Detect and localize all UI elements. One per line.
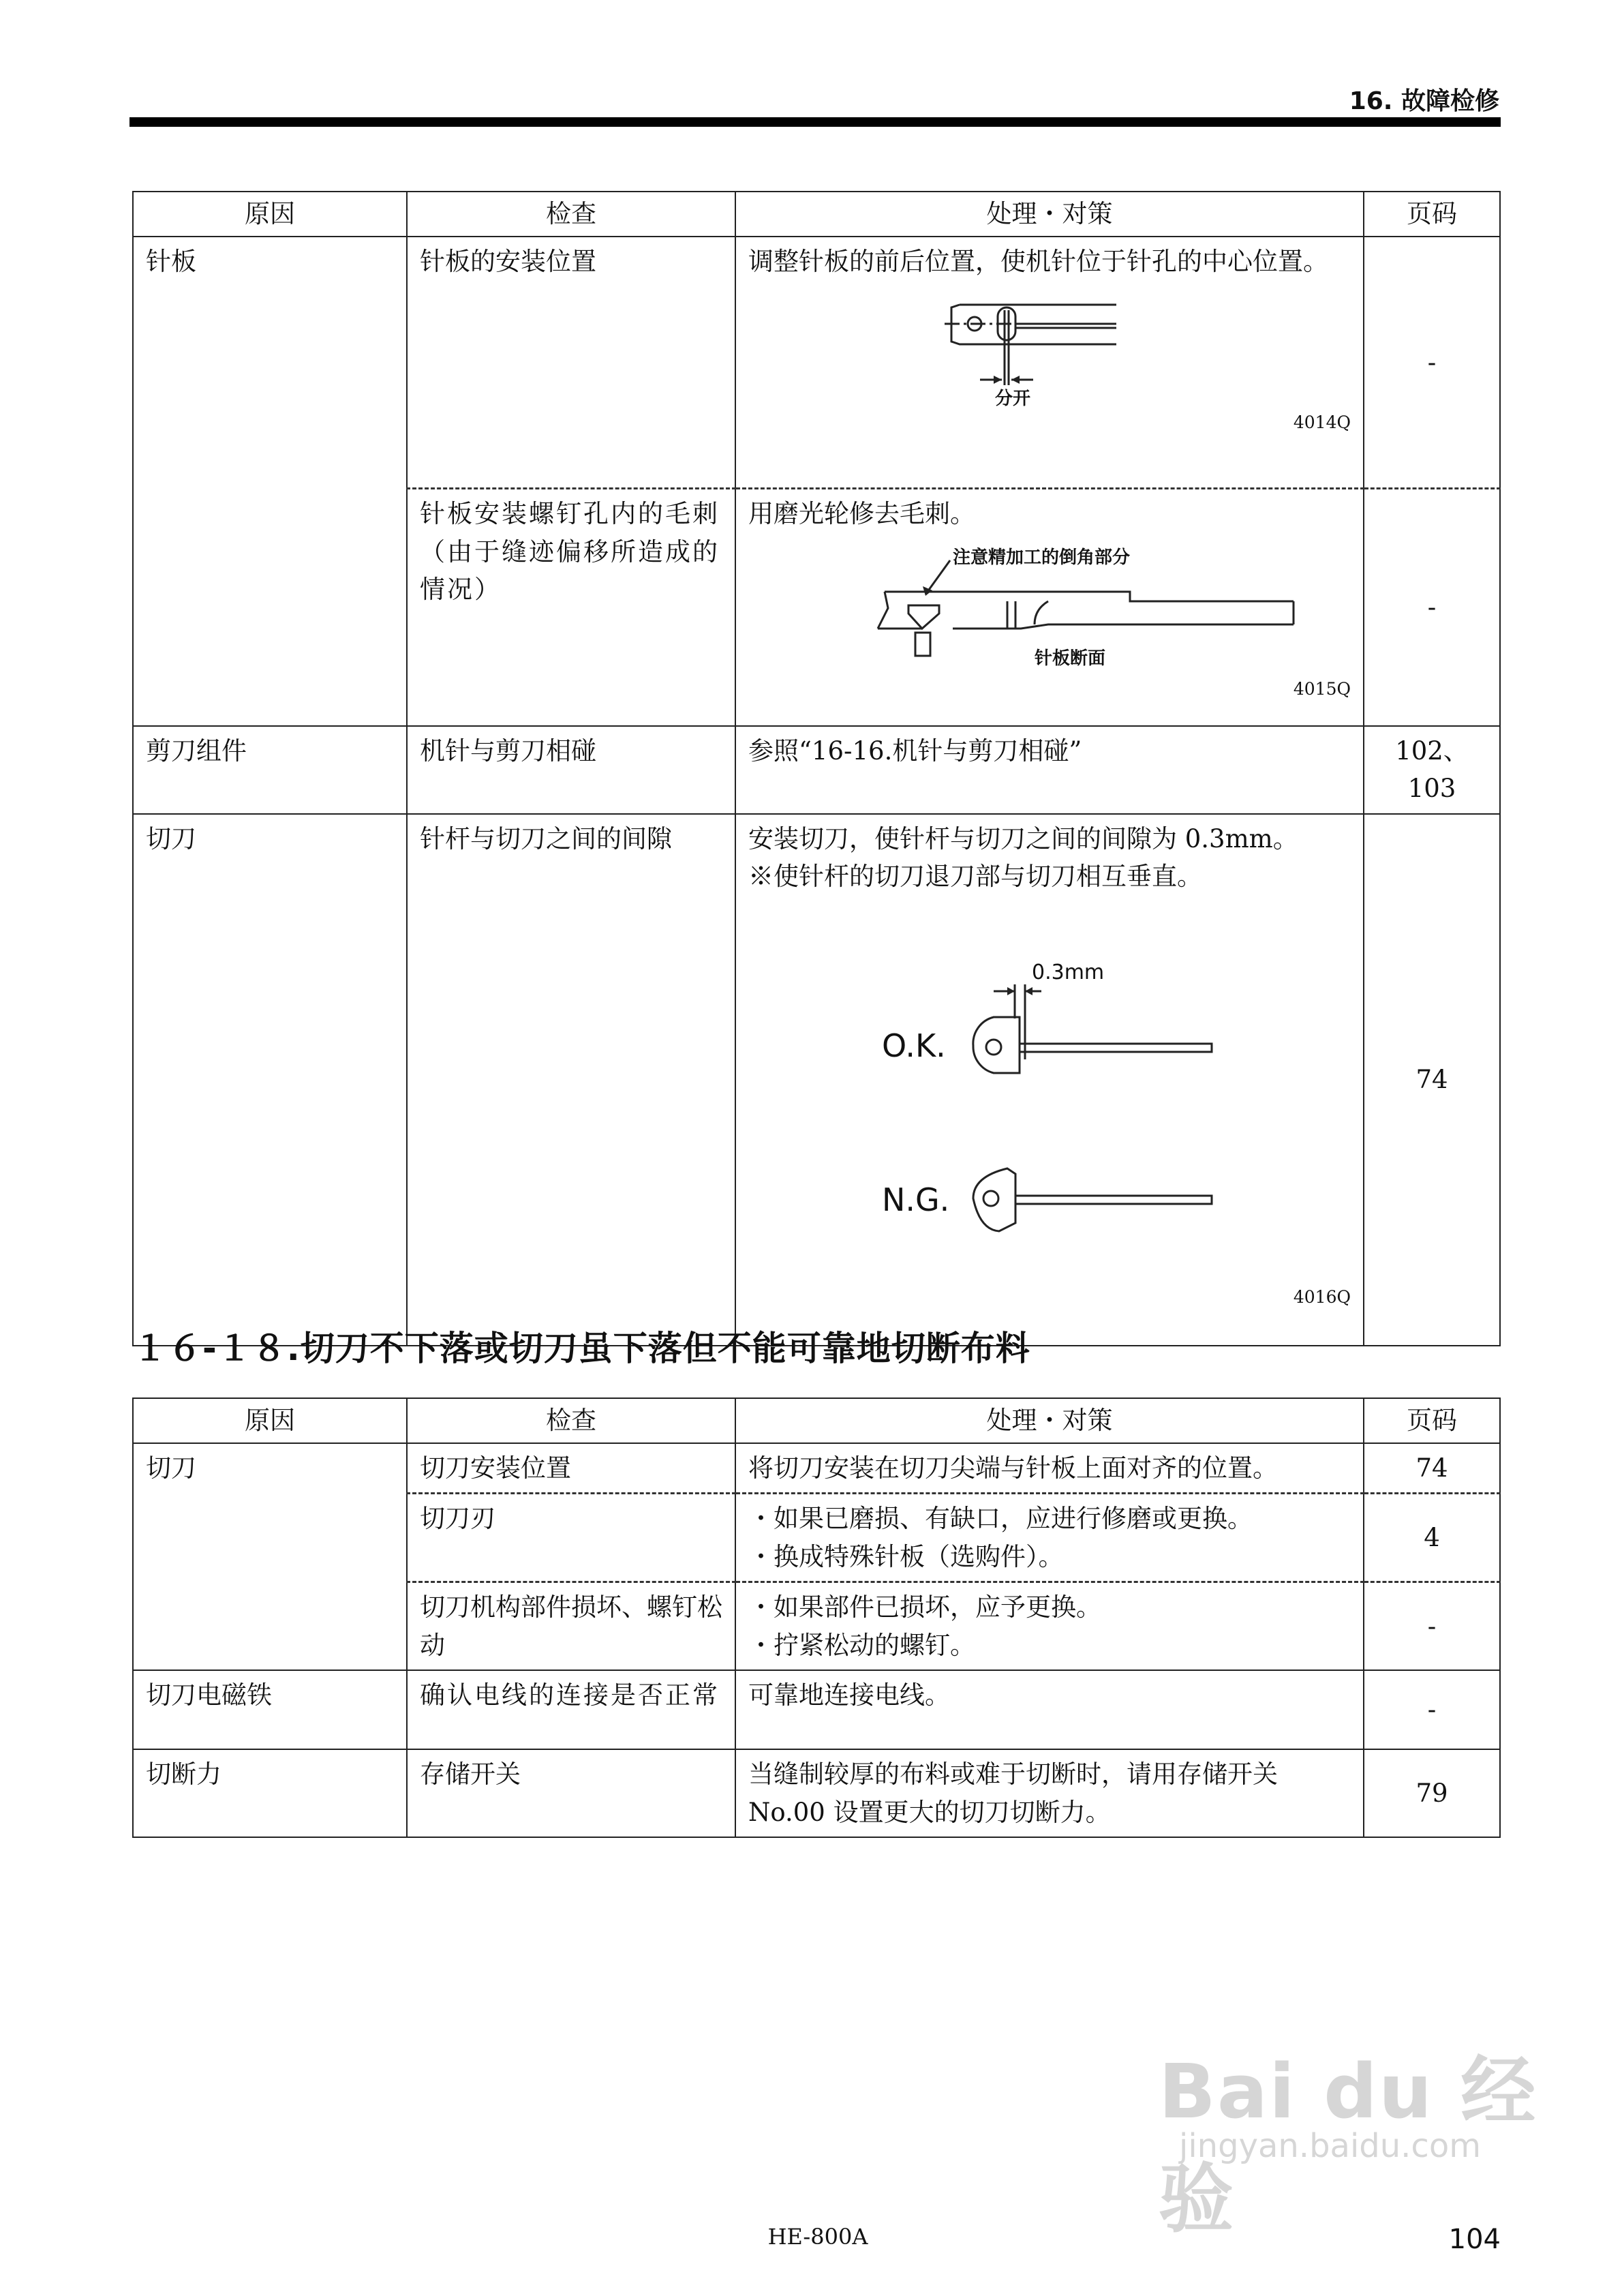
check-cell: 针板的安装位置 (407, 237, 735, 489)
figure-label-separate: 分开 (995, 389, 1031, 409)
action-cell: 参照“16-16.机针与剪刀相碰” (735, 726, 1364, 814)
figure-code: 4016Q (1293, 1286, 1351, 1307)
page-cell: 79 (1364, 1749, 1500, 1837)
watermark-logo: Bai du 经验 (1159, 2048, 1537, 2243)
watermark-url: jingyan.baidu.com (1179, 2127, 1481, 2165)
action-cell (735, 489, 1364, 726)
action-cell (735, 237, 1364, 489)
cause-cell: 剪刀组件 (133, 726, 407, 814)
knife-gap-figure (748, 896, 1348, 1284)
cause-cell: 切刀 (133, 1443, 407, 1671)
action-text: 调整针板的前后位置，使机针位于针孔的中心位置。 (748, 246, 1328, 276)
page-cell: 102、103 (1364, 726, 1500, 814)
header-check: 检查 (407, 192, 735, 237)
page-number: 104 (1448, 2224, 1501, 2255)
action-line: 将切刀安装在切刀尖端与针板上面对齐的位置。 (748, 1453, 1278, 1483)
cause-cell: 切刀电磁铁 (133, 1670, 407, 1749)
page-cell: - (1364, 237, 1500, 489)
header-action: 处理・对策 (735, 192, 1364, 237)
check-cell: 针板安装螺钉孔内的毛刺（由于缝迹偏移所造成的情况） (407, 489, 735, 726)
table-row (133, 726, 1500, 814)
action-line: ・拧紧松动的螺钉。 (748, 1630, 975, 1660)
table-row (133, 814, 1500, 1346)
action-cell (735, 814, 1364, 1346)
page-cell: 74 (1364, 1443, 1500, 1494)
troubleshoot-table-2 (132, 1398, 1501, 1838)
action-line: ・如果已磨损、有缺口，应进行修磨或更换。 (748, 1504, 1253, 1533)
action-cell (735, 1494, 1364, 1582)
cause-cell: 针板 (133, 237, 407, 726)
header-page: 页码 (1364, 192, 1500, 237)
check-cell: 存储开关 (407, 1749, 735, 1837)
action-cell (735, 1443, 1364, 1494)
page-cell: 4 (1364, 1494, 1500, 1582)
chamfer-section-figure (748, 533, 1348, 676)
action-text: 安装切刀，使针杆与切刀之间的间隙为 0.3mm。 (748, 824, 1298, 854)
action-line: 可靠地连接电线。 (748, 1680, 950, 1710)
table-row (133, 1670, 1500, 1749)
page-cell: - (1364, 489, 1500, 726)
header-page: 页码 (1364, 1398, 1500, 1443)
figure-label-section: 针板断面 (1035, 648, 1106, 669)
figure-ok-label: O.K. (882, 1027, 946, 1064)
action-line: ・如果部件已损坏，应予更换。 (748, 1592, 1101, 1622)
check-cell: 切刀机构部件损坏、螺钉松动 (407, 1582, 735, 1671)
figure-ng-label: N.G. (882, 1181, 950, 1218)
check-cell: 切刀刃 (407, 1494, 735, 1582)
check-cell: 针杆与切刀之间的间隙 (407, 814, 735, 1346)
table-row (133, 1749, 1500, 1837)
action-cell (735, 1670, 1364, 1749)
page-cell: - (1364, 1582, 1500, 1671)
table-header-row (133, 1398, 1500, 1443)
header-action: 处理・对策 (735, 1398, 1364, 1443)
table-row (133, 1443, 1500, 1494)
action-cell (735, 1582, 1364, 1671)
check-cell: 确认电线的连接是否正常 (407, 1670, 735, 1749)
action-note: ※使针杆的切刀退刀部与切刀相互垂直。 (748, 862, 1202, 891)
section-header: 16. 故障检修 (1349, 87, 1499, 115)
footer-model: HE-800A (767, 2224, 868, 2250)
table-header-row (133, 192, 1500, 237)
action-line: 当缝制较厚的布料或难于切断时，请用存储开关 No.00 设置更大的切刀切断力。 (748, 1759, 1278, 1827)
troubleshoot-table-1 (132, 191, 1501, 1346)
check-cell: 机针与剪刀相碰 (407, 726, 735, 814)
page-cell: 74 (1364, 814, 1500, 1346)
check-cell: 切刀安装位置 (407, 1443, 735, 1494)
figure-label-chamfer: 注意精加工的倒角部分 (953, 547, 1131, 568)
cause-cell: 切断力 (133, 1749, 407, 1837)
cause-cell: 切刀 (133, 814, 407, 1346)
needle-plate-position-figure (748, 280, 1348, 410)
figure-code: 4015Q (1293, 678, 1351, 699)
header-rule (129, 117, 1501, 127)
figure-code: 4014Q (1293, 412, 1351, 432)
table-row (133, 237, 1500, 489)
header-check: 检查 (407, 1398, 735, 1443)
header-cause: 原因 (133, 192, 407, 237)
figure-gap-label: 0.3mm (1032, 960, 1105, 984)
action-line: ・换成特殊针板（选购件）。 (748, 1541, 1064, 1571)
section-title: １６-１８.切刀不下落或切刀虽下落但不能可靠地切断布料 (133, 1329, 1030, 1368)
action-cell (735, 1749, 1364, 1837)
action-text: 用磨光轮修去毛刺。 (748, 499, 975, 528)
header-cause: 原因 (133, 1398, 407, 1443)
page-cell: - (1364, 1670, 1500, 1749)
